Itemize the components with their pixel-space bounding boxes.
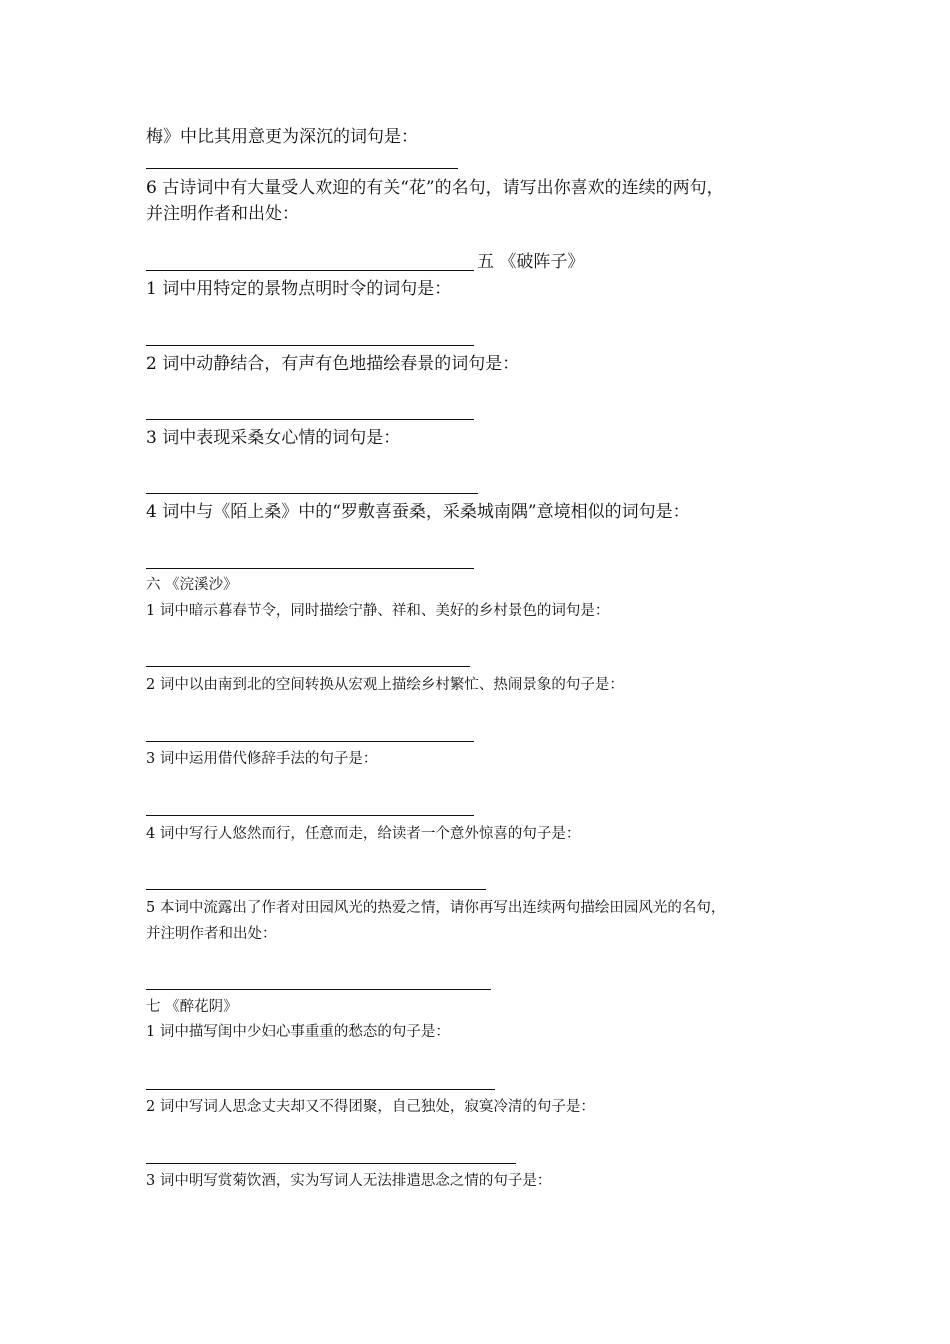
section-seven-title: 七 《醉花阴》 (146, 999, 238, 1015)
question-5-2: 2 词中动静结合，有声有色地描绘春景的词句是： (146, 354, 520, 374)
question-6-2: 2 词中以由南到北的空间转换从宏观上描绘乡村繁忙、热闹景象的句子是： (146, 677, 624, 693)
answer-line[interactable] (146, 741, 474, 742)
answer-line[interactable] (146, 345, 474, 346)
question-6-continued: 并注明作者和出处： (146, 204, 299, 224)
prompt-text: 梅》中比其用意更为深沉的词句是： (146, 127, 418, 147)
answer-line[interactable] (146, 493, 478, 494)
question-5-4: 4 词中与《陌上桑》中的“罗敷喜蚕桑，采桑城南隅”意境相似的词句是： (146, 502, 690, 522)
question-7-1: 1 词中描写闺中少妇心事重重的愁态的句子是： (146, 1024, 450, 1040)
answer-line[interactable] (146, 419, 474, 420)
answer-line[interactable] (146, 270, 474, 271)
answer-line[interactable] (146, 1163, 516, 1164)
question-6-1: 1 词中暗示暮春节令，同时描绘宁静、祥和、美好的乡村景色的词句是： (146, 603, 610, 619)
answer-line[interactable] (146, 1089, 495, 1090)
question-5-1: 1 词中用特定的景物点明时令的词句是： (146, 279, 452, 299)
question-6-4: 4 词中写行人悠然而行，任意而走，给读者一个意外惊喜的句子是： (146, 826, 581, 842)
question-6-5: 5 本词中流露出了作者对田园风光的热爱之情，请你再写出连续两句描绘田园风光的名句， (146, 900, 726, 916)
question-6-3: 3 词中运用借代修辞手法的句子是： (146, 751, 378, 767)
answer-line[interactable] (146, 168, 458, 169)
answer-line[interactable] (146, 815, 474, 816)
section-five-title: 五 《破阵子》 (477, 252, 585, 272)
question-7-3: 3 词中明写赏菊饮酒，实为写词人无法排遣思念之情的句子是： (146, 1173, 552, 1189)
question-7-2: 2 词中写词人思念丈夫却又不得团聚，自己独处，寂寞冷清的句子是： (146, 1099, 595, 1115)
question-6-5-continued: 并注明作者和出处： (146, 926, 277, 942)
question-5-3: 3 词中表现采桑女心情的词句是： (146, 428, 401, 448)
section-six-title: 六 《浣溪沙》 (146, 577, 238, 593)
answer-line[interactable] (146, 568, 474, 569)
answer-line[interactable] (146, 666, 470, 667)
answer-line[interactable] (146, 989, 491, 990)
answer-line[interactable] (146, 889, 486, 890)
question-6: 6 古诗词中有大量受人欢迎的有关“花”的名句，请写出你喜欢的连续的两句， (146, 178, 724, 198)
